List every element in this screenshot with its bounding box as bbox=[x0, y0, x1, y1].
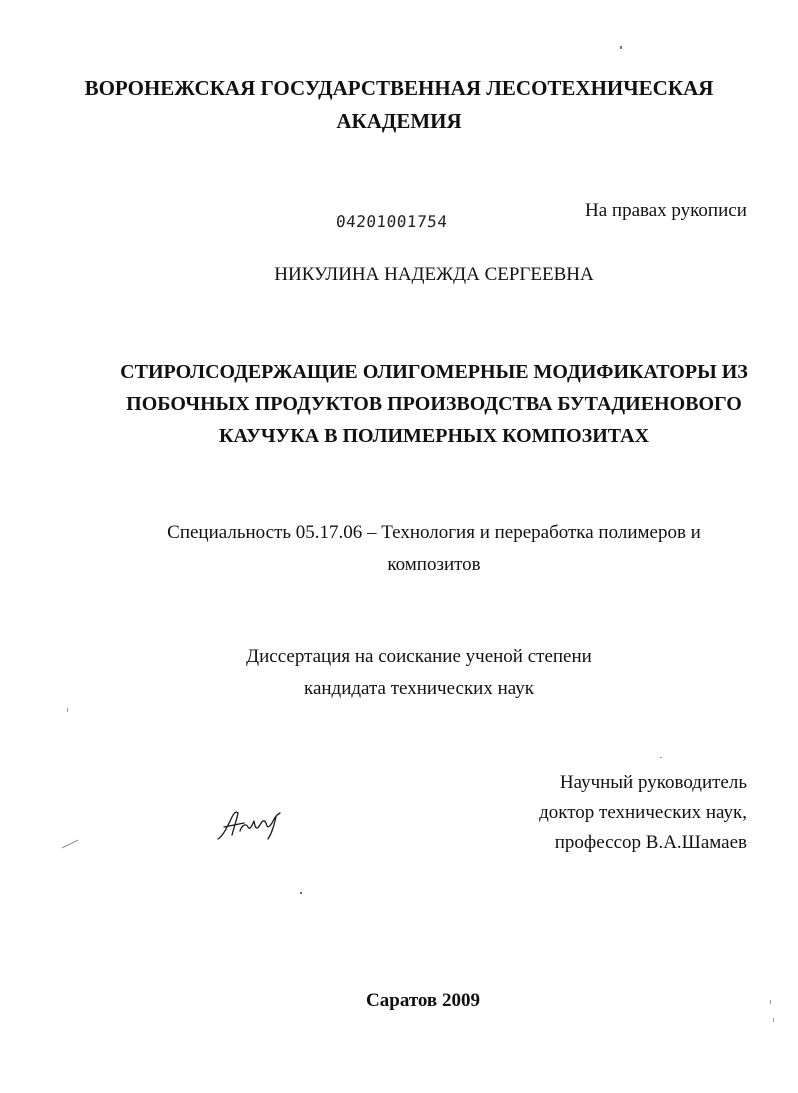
scan-speck bbox=[67, 708, 68, 712]
scan-speck bbox=[300, 892, 302, 894]
title-line-2: ПОБОЧНЫХ ПРОДУКТОВ ПРОИЗВОДСТВА БУТАДИЕНОВОГО bbox=[126, 393, 742, 415]
scan-mark bbox=[60, 838, 80, 850]
scan-speck bbox=[620, 46, 622, 49]
scan-speck bbox=[660, 757, 662, 758]
advisor-line-1: Научный руководитель bbox=[559, 772, 747, 793]
specialty-line-2: композитов bbox=[387, 554, 481, 575]
scan-speck bbox=[773, 1018, 774, 1022]
rights-note: На правах рукописи bbox=[585, 200, 747, 221]
organization-line-2: АКАДЕМИЯ bbox=[336, 109, 462, 133]
dissertation-title bbox=[0, 356, 798, 452]
advisor-line-3: профессор В.А.Шамаев bbox=[554, 832, 747, 853]
handwritten-signature bbox=[210, 805, 290, 845]
title-line-1: СТИРОЛСОДЕРЖАЩИЕ ОЛИГОМЕРНЫЕ МОДИФИКАТОРЫ ИЗ bbox=[120, 361, 748, 383]
degree-line-1: Диссертация на соискание ученой степени bbox=[246, 646, 592, 667]
organization-line-1: ВОРОНЕЖСКАЯ ГОСУДАРСТВЕННАЯ ЛЕСОТЕХНИЧЕСКАЯ bbox=[84, 76, 714, 100]
organization-name bbox=[0, 72, 798, 138]
degree-line-2: кандидата технических наук bbox=[304, 678, 534, 699]
degree-statement bbox=[0, 641, 798, 705]
specialty bbox=[0, 517, 798, 581]
scientific-advisor bbox=[539, 768, 747, 858]
title-line-3: КАУЧУКА В ПОЛИМЕРНЫХ КОМПОЗИТАХ bbox=[218, 425, 650, 447]
specialty-line-1: Специальность 05.17.06 – Технология и переработка полимеров и bbox=[167, 522, 701, 543]
author-name: НИКУЛИНА НАДЕЖДА СЕРГЕЕВНА bbox=[274, 264, 594, 285]
document-number: 04201001754 bbox=[335, 212, 449, 231]
advisor-line-2: доктор технических наук, bbox=[539, 802, 747, 823]
place-and-year: Саратов 2009 bbox=[366, 990, 480, 1011]
